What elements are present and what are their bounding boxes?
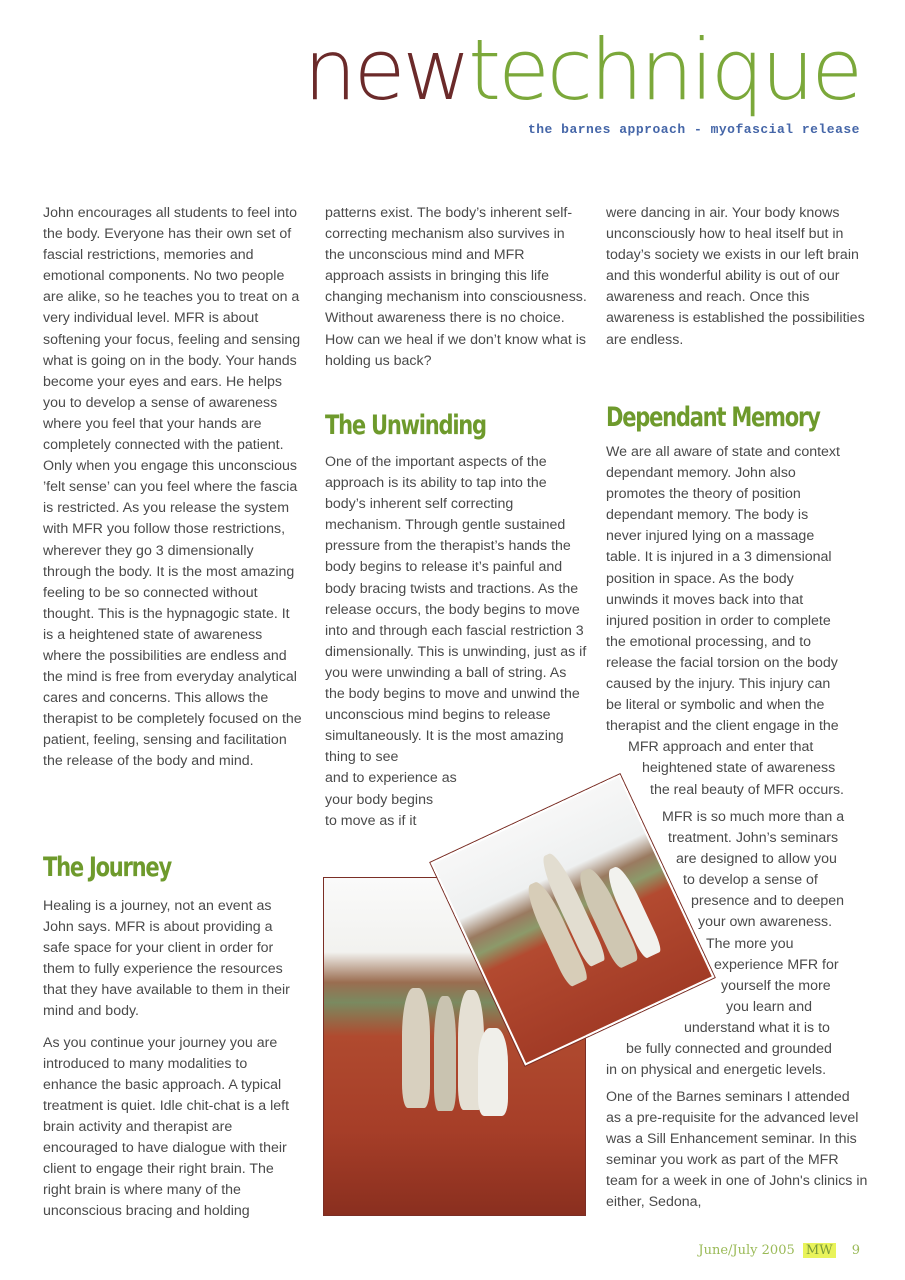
text-line: caused by the injury. This injury can <box>606 676 831 693</box>
text-line: never injured lying on a massage <box>606 528 815 545</box>
text-line: presence and to deepen <box>691 893 845 910</box>
title-part-new: new <box>303 21 469 119</box>
text-line: MFR approach and enter that <box>628 739 814 756</box>
issue-date: June/July 2005 <box>698 1243 795 1258</box>
intro-paragraph: John encourages all students to feel into the body. Everyone has their own set of fascial restrictions, memories and emotional components. No two people are alike, so he teaches you to treat on a very individual level. MFR is about softening your focus, feeling and sensing what is going on in the body. Your hands become your eyes and ears. He helps you to develop a sense of awareness where you feel that your hands are completely connected with the patient. Only when you engage this unconscious ’felt sense’ can you feel where the fascia is restricted. As you release the system with MFR you follow those restrictions, wherever they go 3 dimensionally through the body. It is the most amazing feeling to be so connected without thought. This is the hypnagogic state. It is a heightened state of awareness where the possibilities are endless and the mind is free from everyday analytical cares and concerns. This allows the therapist to be completely focused on the patient, feeling, sensing and facilitation the release of the body and mind. <box>43 205 302 770</box>
unwinding-tail-line: and to experience as <box>325 770 457 787</box>
person-figure <box>402 988 430 1108</box>
text-line: promotes the theory of position <box>606 486 801 503</box>
text-line: your own awareness. <box>698 914 833 931</box>
unwinding-tail-line: your body begins <box>325 791 434 808</box>
text-line: dependant memory. The body is <box>606 507 809 524</box>
text-line: yourself the more <box>721 977 831 994</box>
text-line: position in space. As the body <box>606 570 794 587</box>
text-line: be fully connected and grounded <box>626 1041 832 1058</box>
masthead <box>303 21 860 137</box>
heading-the-unwinding: The Unwinding <box>325 410 486 441</box>
text-line: you learn and <box>726 998 812 1015</box>
journey-section <box>43 896 303 1232</box>
text-line: treatment. John’s seminars <box>668 830 839 847</box>
text-line: table. It is injured in a 3 dimensional <box>606 549 832 566</box>
page-title <box>303 21 860 119</box>
column-2-paragraph: patterns exist. The body’s inherent self-correcting mechanism also survives in the unconscious mind and MFR approach assists in bringing this life changing mechanism into consciousness. Without awareness there is no choice. How can we heal if we don’t know what is holding us back? <box>325 205 587 369</box>
text-line: dependant memory. John also <box>606 465 796 482</box>
page-number: 9 <box>851 1243 860 1258</box>
title-part-technique: technique <box>468 21 860 119</box>
page-footer <box>698 1243 860 1258</box>
text-line: therapist and the client engage in the <box>606 718 839 735</box>
text-line: the emotional processing, and to <box>606 633 812 650</box>
text-line: MFR is so much more than a <box>662 809 845 825</box>
column-1-intro <box>43 203 303 783</box>
text-line: unwinds it moves back into that <box>606 591 804 608</box>
text-line: injured position in order to complete <box>606 612 831 629</box>
text-line: understand what it is to <box>684 1019 830 1036</box>
magazine-logo: MW <box>803 1243 836 1258</box>
unwinding-paragraph: One of the important aspects of the approach is its ability to tap into the body’s inherent self correcting mechanism. Through gentle sustained pressure from the therapist’s hands the body begins to release it’s painful and body bracing twists and tractions. As the release occurs, the body begins to move into and through each fascial restriction 3 dimensionally. This is unwinding, just as if you were unwinding a ball of string. As the body begins to move and unwind the unconscious mind begins to release simultaneously. It is the most amazing thing to see <box>325 454 587 766</box>
heading-the-journey: The Journey <box>43 852 171 883</box>
text-line: be literal or symbolic and when the <box>606 697 825 714</box>
journey-paragraph-2: As you continue your journey you are introduced to many modalities to enhance the basic approach. A typical treatment is quiet. Idle chit-chat is a left brain activity and therapist are encouraged to have dialogue with their client to engage their right brain. The right brain is where many of the unconscious bracing and holding <box>43 1034 290 1220</box>
dependant-paragraph-3 <box>606 1087 868 1224</box>
heading-dependant-memory: Dependant Memory <box>606 402 820 433</box>
column-3-paragraph: were dancing in air. Your body knows unconsciously how to heal itself but in today’s society we exists in our left brain and this wonderful ability is out of our awareness and reach. Once this awareness is established the possibilities are endless. <box>606 205 865 348</box>
column-3-intro <box>606 203 868 361</box>
text-line: are designed to allow you <box>676 851 837 868</box>
text-line: in on physical and energetic levels. <box>606 1062 827 1079</box>
unwinding-section <box>325 452 587 832</box>
person-figure <box>434 996 456 1111</box>
text-line: heightened state of awareness <box>642 760 836 777</box>
dependant-paragraph-1 <box>606 442 868 801</box>
unwinding-tail-line: to move as if it <box>325 812 417 829</box>
page-subtitle: the barnes approach - myofascial release <box>527 122 860 137</box>
text-line: release the facial torsion on the body <box>606 654 838 671</box>
text-line: We are all aware of state and context <box>606 444 840 460</box>
person-figure <box>478 1028 508 1116</box>
column-2-intro <box>325 203 587 382</box>
seminar-paragraph: One of the Barnes seminars I attended as a pre-requisite for the advanced level was a Sill Enhancement seminar. In this seminar you work as part of the MFR team for a week in one of John's clinics in either, Sedona, <box>606 1089 868 1211</box>
text-line: The more you <box>706 935 794 952</box>
text-line: the real beauty of MFR occurs. <box>650 781 844 798</box>
text-line: to develop a sense of <box>683 872 818 889</box>
journey-paragraph-1: Healing is a journey, not an event as John says. MFR is about providing a safe space for your client in order for them to fully experience the resources that they have available to them in their mind and body. <box>43 898 290 1020</box>
text-line: experience MFR for <box>714 956 839 973</box>
